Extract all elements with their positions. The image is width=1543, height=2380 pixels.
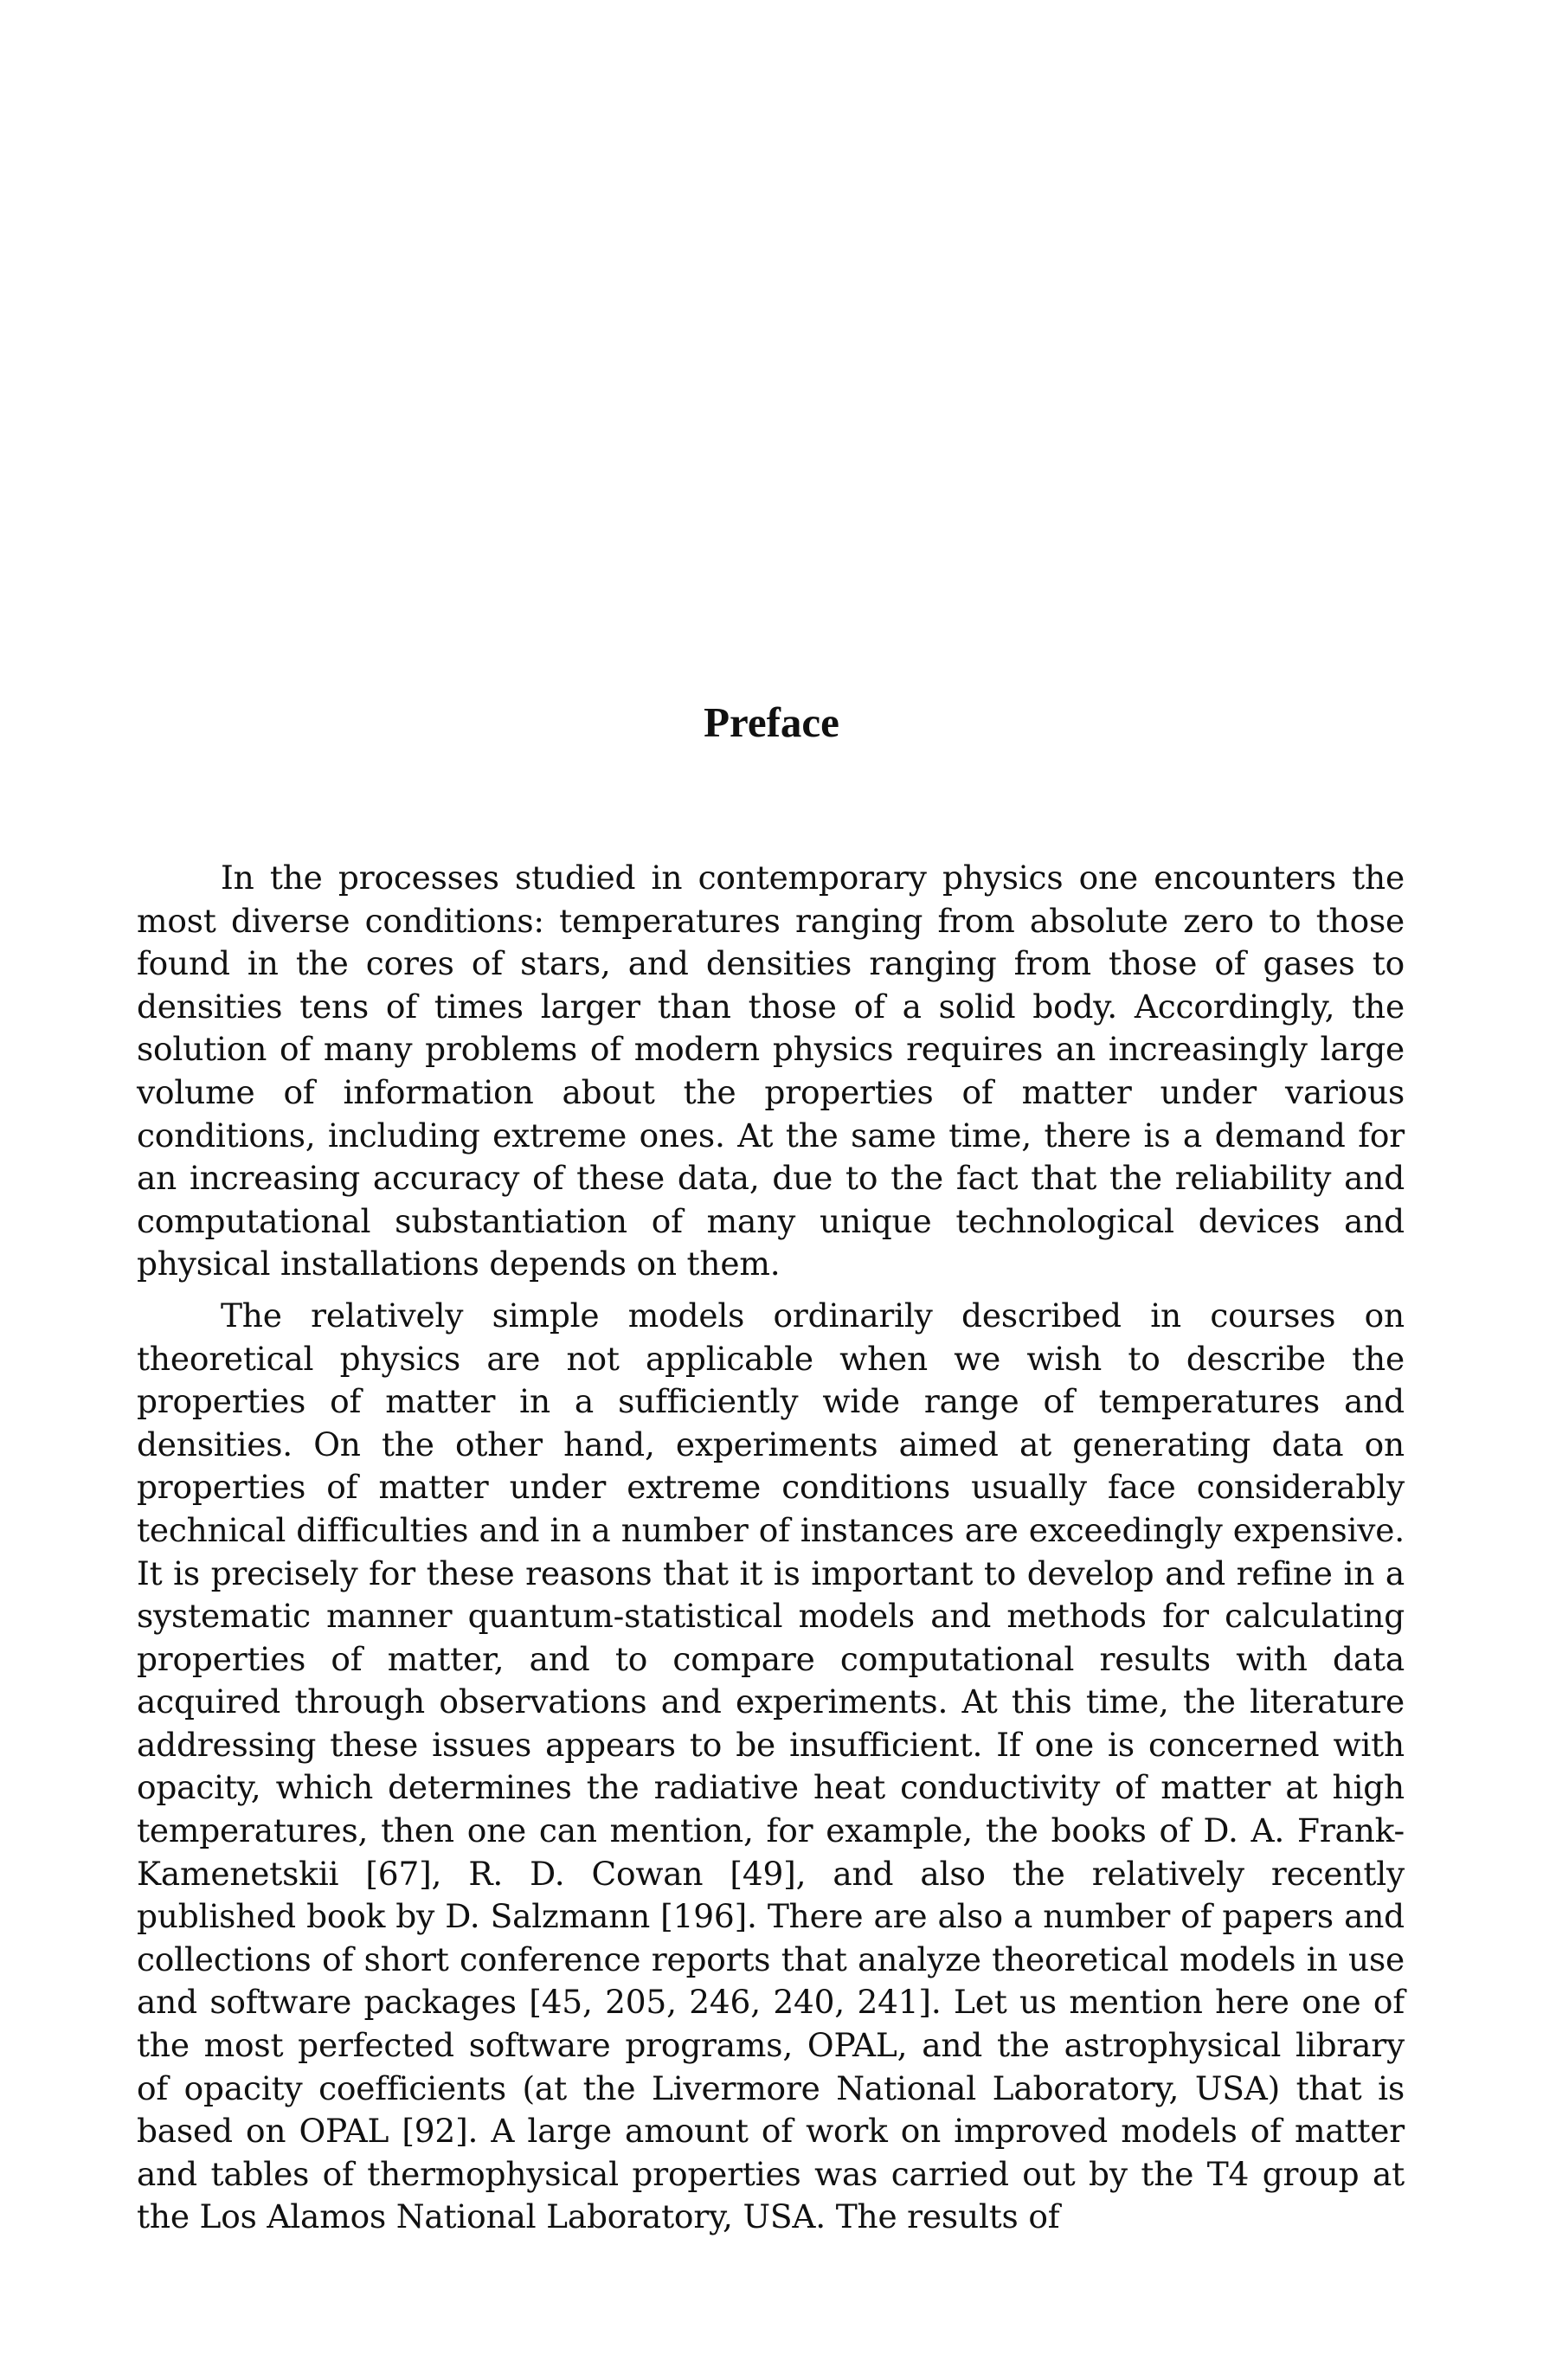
paragraph-1: In the processes studied in contemporary physics one encounters the most diverse conditions: temperatures ranging from absolute zero to those found in the cores of stars, and densities ranging from those of gases to densities tens of times larger than those of a solid body. Accordingly, the solution of many problems of modern physics requires an increasingly large volume of information about the properties of matter under various conditions, including extreme ones. At the same time, there is a demand for an increasing accuracy of these data, due to the fact that the reliability and computational substantiation of many unique technological devices and physical installations depends on them. xyxy=(137,859,1405,1283)
paragraph-2: The relatively simple models ordinarily described in courses on theoretical physics are not applicable when we wish to describe the properties of matter in a sufficiently wide range of temperatures and densities. On the other hand, experiments aimed at generating data on properties of matter under extreme conditions usually face considerably technical difficulties and in a number of instances are exceedingly expensive. It is precisely for these reasons that it is important to develop and refine in a systematic manner quantum-statistical models and methods for calculating properties of matter, and to compare computational results with data acquired through observations and experiments. At this time, the literature addressing these issues appears to be insufficient. If one is concerned with opacity, which determines the radiative heat conductivity of matter at high temperatures, then one can mention, for example, the books of D. A. Frank-Kamenetskii [67], R. D. Cowan [49], and also the relatively recently published book by D. Salzmann [196]. There are also a number of papers and collections of short conference reports that analyze theoretical models in use and software packages [45, 205, 246, 240, 241]. Let us mention here one of the most perfected software programs, OPAL, and the astrophysical library of opacity coefficients (at the Livermore National Laboratory, USA) that is based on OPAL [92]. A large amount of work on improved models of matter and tables of thermophysical properties was carried out by the T4 group at the Los Alamos National Laboratory, USA. The results of xyxy=(137,1296,1405,2236)
page-title: Preface xyxy=(704,698,839,746)
body-text xyxy=(137,857,1405,2248)
